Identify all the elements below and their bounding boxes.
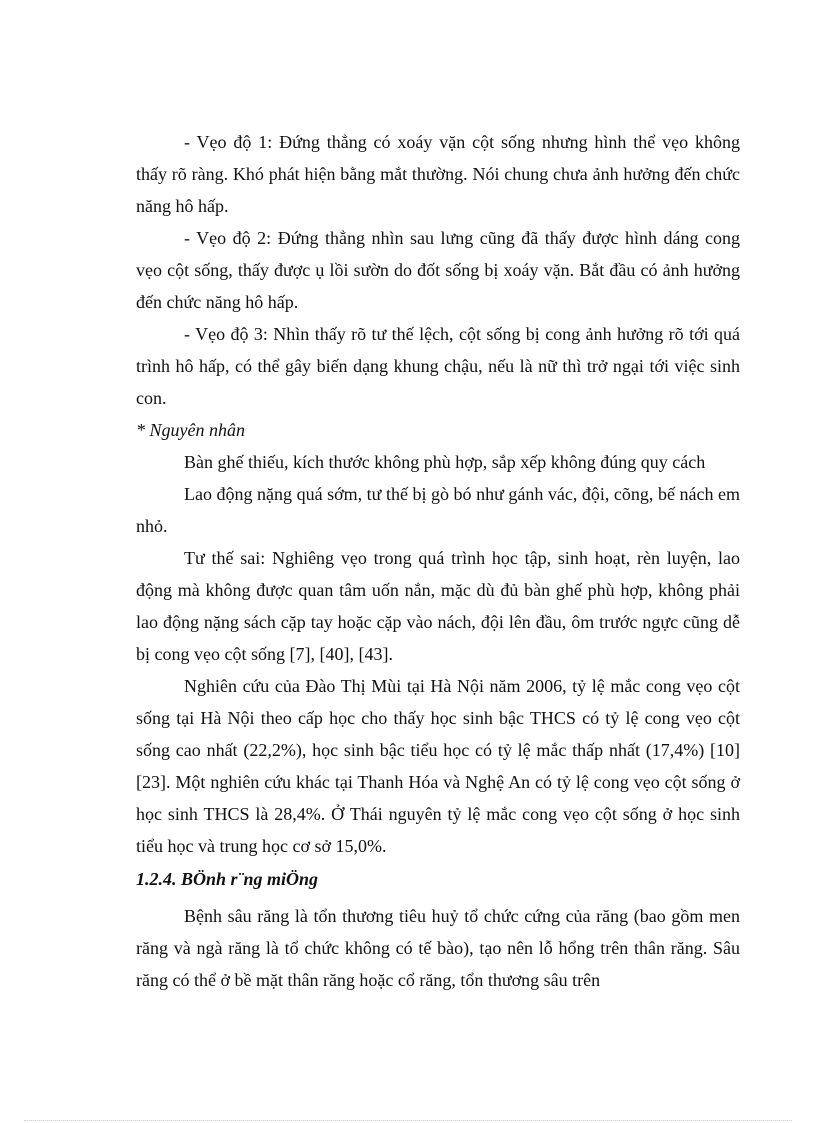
paragraph-cause-posture: Tư thế sai: Nghiêng vẹo trong quá trình học tập, sinh hoạt, rèn luyện, lao động mà không được quan tâm uốn nắn, mặc dù đủ bàn ghế phù hợp, không phải lao động nặng sách cặp tay hoặc cặp vào nách, đội lên đầu, ôm trước ngực cũng dễ bị cong vẹo cột sống [7], [40], [43]. bbox=[136, 548, 740, 664]
page-bottom-divider bbox=[24, 1120, 792, 1121]
paragraph-cause-furniture: Bàn ghế thiếu, kích thước không phù hợp, sắp xếp không đúng quy cách bbox=[184, 452, 706, 472]
paragraph-cause-labor: Lao động nặng quá sớm, tư thế bị gò bó như gánh vác, đội, cõng, bế nách em nhỏ. bbox=[136, 484, 740, 536]
paragraph-research-findings: Nghiên cứu của Đào Thị Mùi tại Hà Nội năm 2006, tỷ lệ mắc cong vẹo cột sống tại Hà Nội theo cấp học cho thấy học sinh bậc THCS có tỷ lệ cong vẹo cột sống cao nhất (22,2%), học sinh bậc tiểu học có tỷ lệ mắc thấp nhất (17,4%) [10][23]. Một nghiên cứu khác tại Thanh Hóa và Nghệ An có tỷ lệ cong vẹo cột sống ở học sinh THCS là 28,4%. Ở Thái nguyên tỷ lệ mắc cong vẹo cột sống ở học sinh tiểu học và trung học cơ sở 15,0%. bbox=[136, 676, 740, 856]
paragraph-scoliosis-grade-3: - Vẹo độ 3: Nhìn thấy rõ tư thế lệch, cột sống bị cong ảnh hưởng rõ tới quá trình hô hấp, có thể gây biến dạng khung chậu, nếu là nữ thì trở ngại tới việc sinh con. bbox=[136, 324, 740, 408]
document-page bbox=[136, 126, 740, 996]
paragraph-dental-caries: Bệnh sâu răng là tổn thương tiêu huỷ tổ chức cứng của răng (bao gồm men răng và ngà răng là tổ chức không có tế bào), tạo nên lỗ hổng trên thân răng. Sâu răng có thể ở bề mặt thân răng hoặc cổ răng, tổn thương sâu trên bbox=[136, 906, 740, 990]
paragraph-scoliosis-grade-1: - Vẹo độ 1: Đứng thẳng có xoáy vặn cột sống nhưng hình thể vẹo không thấy rõ ràng. Khó phát hiện bằng mắt thường. Nói chung chưa ảnh hưởng đến chức năng hô hấp. bbox=[136, 132, 740, 216]
subheading-causes: * Nguyên nhân bbox=[136, 420, 245, 440]
section-heading-1-2-4: 1.2.4. BÖnh r¨ng miÖng bbox=[136, 869, 319, 889]
paragraph-scoliosis-grade-2: - Vẹo độ 2: Đứng thẳng nhìn sau lưng cũng đã thấy được hình dáng cong vẹo cột sống, thấy được ụ lồi sườn do đốt sống bị xoáy vặn. Bắt đầu có ảnh hưởng đến chức năng hô hấp. bbox=[136, 228, 740, 312]
